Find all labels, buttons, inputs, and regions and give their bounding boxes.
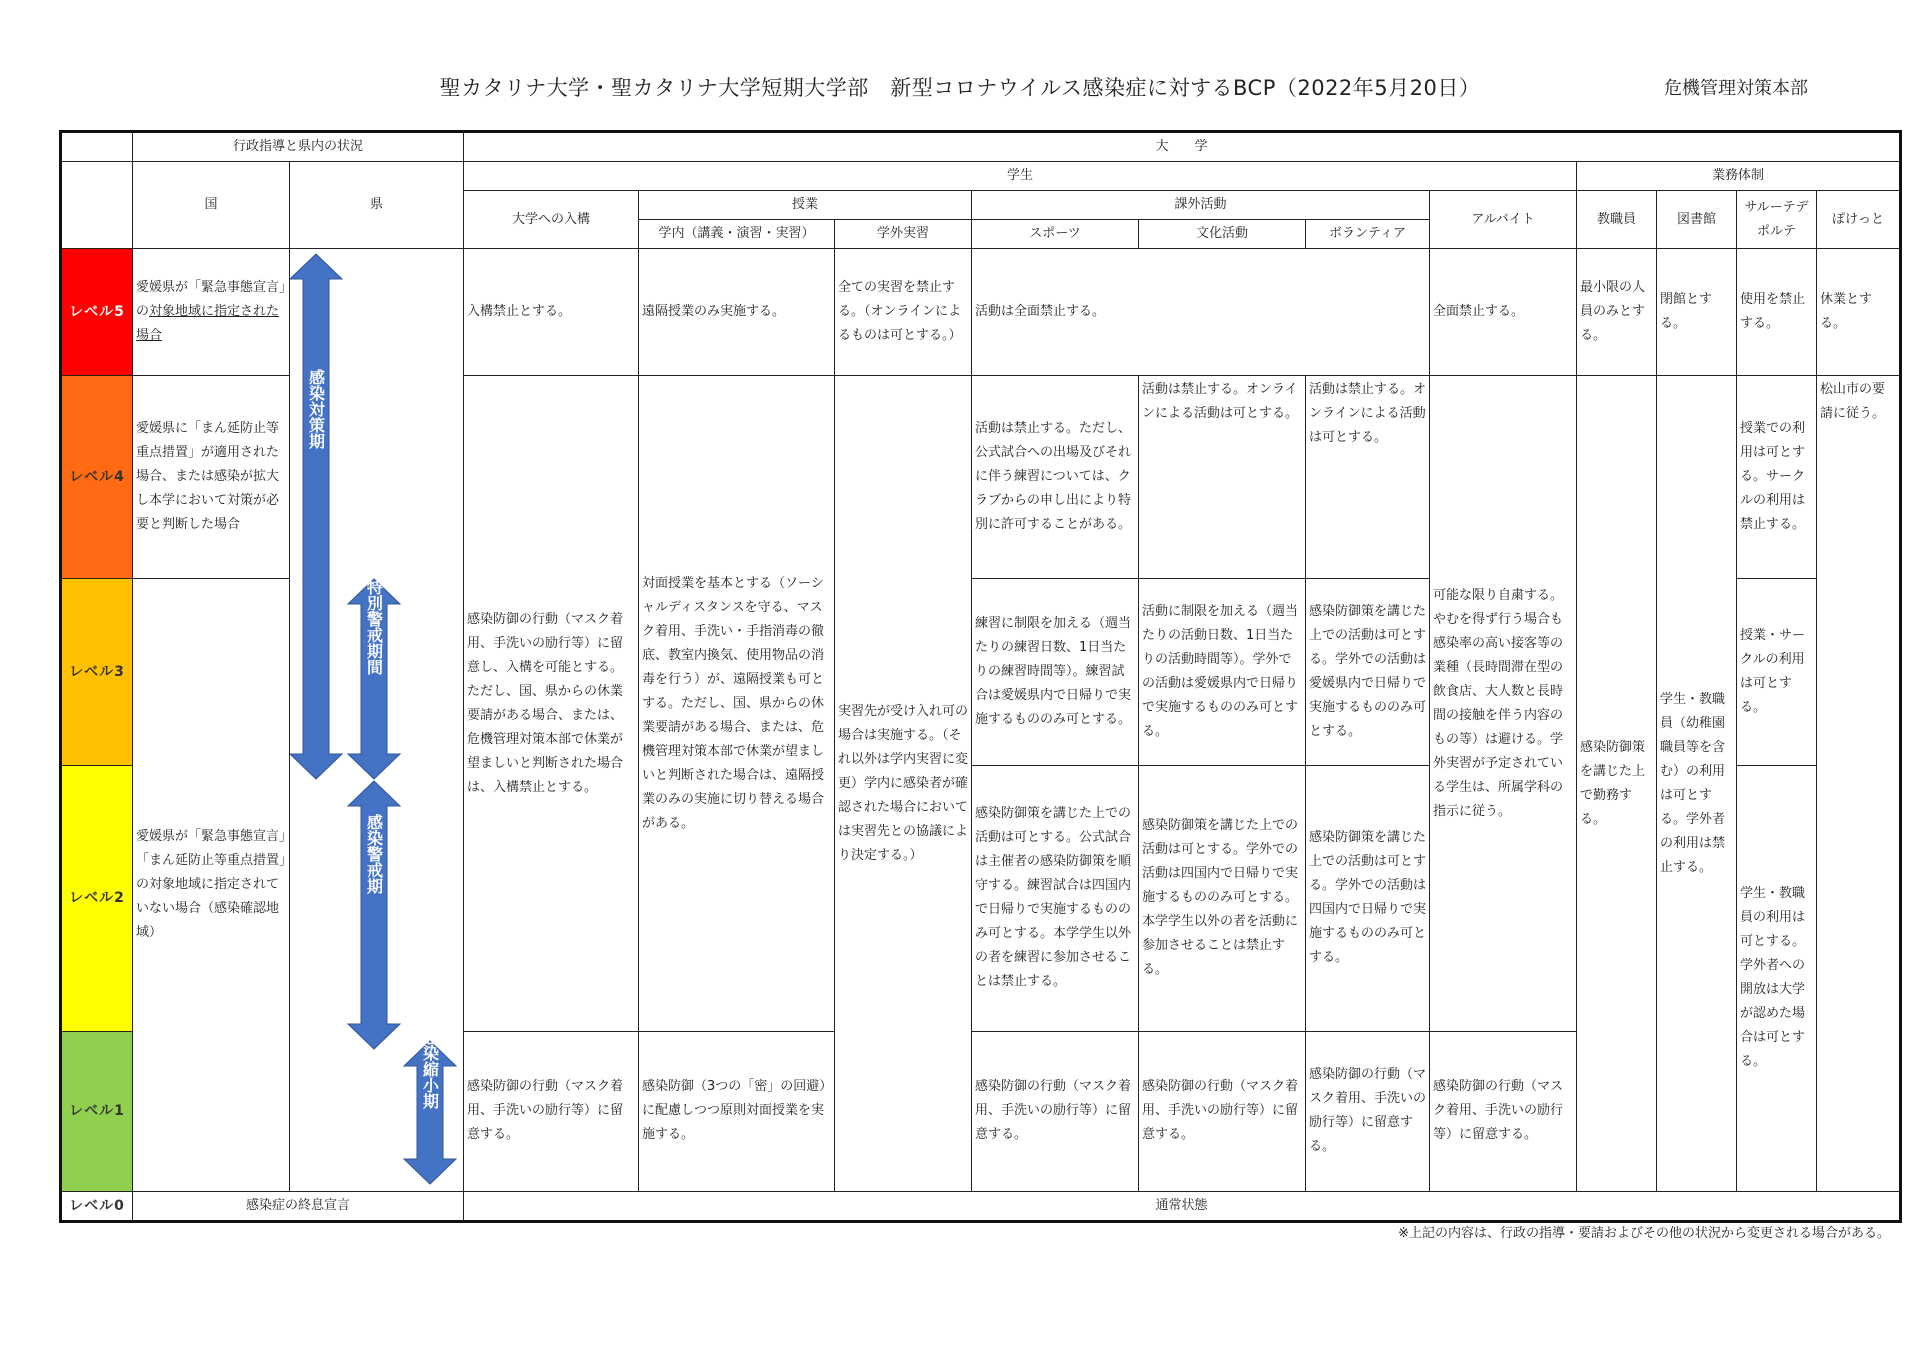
header-culture: 文化活動: [1139, 220, 1306, 249]
corner-cell: [61, 132, 133, 162]
level-4-label: レベル4: [61, 376, 133, 578]
level-5-extracurricular: 活動は全面禁止する。: [972, 249, 1430, 376]
header-university: 大 学: [464, 132, 1901, 162]
levels-4-1-external: 実習先が受け入れ可の場合は実施する。（それ以外は学内実習に変更）学内に感染者が確認された場合においては実習先との協議により決定する。）: [835, 376, 972, 1191]
levels-4-1-library: 学生・教職員（幼稚園職員等を含む）の利用は可とする。学外者の利用は禁止する。: [1657, 376, 1737, 1191]
special-alert-phase-arrow: [348, 579, 400, 779]
level-1-entry: 感染防御の行動（マスク着用、手洗いの励行等）に留意する。: [464, 1031, 639, 1191]
level-5-library: 閉館とする。: [1657, 249, 1737, 376]
header-library: 図書館: [1657, 191, 1737, 249]
header-entry: 大学への入構: [464, 191, 639, 249]
header-volunteer: ボランティア: [1306, 220, 1430, 249]
level-4-sports: 活動は禁止する。ただし、公式試合への出場及びそれに伴う練習については、クラブからの申し出により特別に許可することがある。: [972, 376, 1139, 578]
svg-text:感染対策期: 感染対策期: [306, 369, 326, 450]
page-title: 聖カタリナ大学・聖カタリナ大学短期大学部 新型コロナウイルス感染症に対するBCP（2022年5月20日）: [439, 76, 1481, 100]
level-1-parttime: 感染防御の行動（マスク着用、手洗いの励行等）に留意する。: [1430, 1031, 1577, 1191]
level-1-label: レベル1: [61, 1031, 133, 1191]
levels-4-2-parttime: 可能な限り自粛する。やむを得ず行う場合も感染率の高い接客等の業種（長時間滞在型の飲食店、大人数と長時間の接触を伴う内容のもの等）は避ける。学外実習が予定されている学生は、所属学科の指示に従う。: [1430, 376, 1577, 1031]
level-2-sports: 感染防御策を講じた上での活動は可とする。公式試合は主催者の感染防御策を順守する。練習試合は四国内で日帰りで実施するもののみ可とする。本学学生以外の者を練習に参加させることは禁止する。: [972, 766, 1139, 1031]
level-2-label: レベル2: [61, 766, 133, 1031]
header-classes-oncampus: 学内（講義・演習・実習）: [639, 220, 835, 249]
level-5-entry: 入構禁止とする。: [464, 249, 639, 376]
levels-4-3-2-oncampus: 対面授業を基本とする（ソーシャルディスタンスを守る、マスク着用、手洗い・手指消毒の徹底、教室内換気、使用物品の消毒を行う）が、遠隔授業も可とする。ただし、国、県からの休業要請がある場合、または、危機管理対策本部で休業が望ましいと判断された場合は、遠隔授業のみの実施に切り替える場合がある。: [639, 376, 835, 1031]
level-4-country-condition: 愛媛県に「まん延防止等重点措置」が適用された場合、または感染が拡大し本学において対策が必要と判断した場合: [133, 376, 290, 578]
levels-3-1-country-condition: 愛媛県が「緊急事態宣言」「まん延防止等重点措置」の対象地域に指定されていない場合（感染確認地域）: [133, 578, 290, 1191]
level-5-salle: 使用を禁止する。: [1737, 249, 1817, 376]
header-staff: 教職員: [1577, 191, 1657, 249]
level-2-culture: 感染防御策を講じた上での活動は可とする。学外での活動は四国内で日帰りで実施するもののみ可とする。本学学生以外の者を活動に参加させることは禁止する。: [1139, 766, 1306, 1031]
levels-2-1-salle: 学生・教職員の利用は可とする。学外者への開放は大学が認めた場合は可とする。: [1737, 766, 1817, 1192]
header-classes-external: 学外実習: [835, 220, 972, 249]
level-3-sports: 練習に制限を加える（週当たりの練習日数、1日当たりの練習時間等）。練習試合は愛媛県内で日帰りで実施するもののみ可とする。: [972, 578, 1139, 765]
alert-phase-arrow: [348, 781, 400, 1049]
prefecture-phase-arrows: [290, 249, 464, 1192]
level-3-volunteer: 感染防御策を講じた上での活動は可とする。学外での活動は愛媛県内で日帰りで実施するもののみ可とする。: [1306, 578, 1430, 765]
level-5-parttime: 全面禁止する。: [1430, 249, 1577, 376]
svg-text:特別警戒期間: 特別警戒期間: [364, 579, 384, 676]
header-parttime: アルバイト: [1430, 191, 1577, 249]
header-country: 国: [133, 162, 290, 249]
header-classes: 授業: [639, 191, 972, 220]
corner-cell-lower: [61, 162, 133, 249]
svg-text:感染縮小期: 感染縮小期: [420, 1029, 440, 1110]
level-1-sports: 感染防御の行動（マスク着用、手洗いの励行等）に留意する。: [972, 1031, 1139, 1191]
countermeasure-phase-arrow: [290, 254, 342, 779]
level-2-volunteer: 感染防御策を講じた上での活動は可とする。学外での活動は四国内で日帰りで実施するもののみ可とする。: [1306, 766, 1430, 1031]
level-3-label: レベル3: [61, 578, 133, 765]
levels-4-1-staff: 感染防御策を講じた上で勤務する。: [1577, 376, 1657, 1191]
bcp-table: [59, 130, 1902, 1223]
level-5-oncampus: 遠隔授業のみ実施する。: [639, 249, 835, 376]
level-4-salle: 授業での利用は可とする。サークルの利用は禁止する。: [1737, 376, 1817, 578]
footnote: ※上記の内容は、行政の指導・要請およびその他の状況から変更される場合がある。: [1398, 1226, 1890, 1241]
header-operations: 業務体制: [1577, 162, 1901, 191]
level-1-culture: 感染防御の行動（マスク着用、手洗いの励行等）に留意する。: [1139, 1031, 1306, 1191]
level-1-volunteer: 感染防御の行動（マスク着用、手洗いの励行等）に留意する。: [1306, 1031, 1430, 1191]
phase-arrows-diagram: [290, 249, 464, 1190]
level-0-university-status: 通常状態: [464, 1191, 1901, 1221]
level-5-pokkato: 休業とする。: [1817, 249, 1901, 376]
header-pokkato: ぽけっと: [1817, 191, 1901, 249]
level-0-label: レベル0: [61, 1191, 133, 1221]
header-students: 学生: [464, 162, 1577, 191]
level-1-oncampus: 感染防御（3つの「密」の回避）に配慮しつつ原則対面授業を実施する。: [639, 1031, 835, 1191]
level-5-external: 全ての実習を禁止する。（オンラインによるものは可とする。）: [835, 249, 972, 376]
header-prefecture: 県: [290, 162, 464, 249]
svg-text:感染警戒期: 感染警戒期: [364, 814, 384, 895]
level-3-culture: 活動に制限を加える（週当たりの活動日数、1日当たりの活動時間等）。学外での活動は愛媛県内で日帰りで実施するもののみ可とする。: [1139, 578, 1306, 765]
level-0-admin-status: 感染症の終息宣言: [133, 1191, 464, 1221]
header-admin: 行政指導と県内の状況: [133, 132, 464, 162]
level-5-country-condition: 愛媛県が「緊急事態宣言」の対象地域に指定された場合: [133, 249, 290, 376]
header-sports: スポーツ: [972, 220, 1139, 249]
level-4-volunteer: 活動は禁止する。オンラインによる活動は可とする。: [1306, 376, 1430, 578]
level-4-culture: 活動は禁止する。オンラインによる活動は可とする。: [1139, 376, 1306, 578]
header-extracurricular: 課外活動: [972, 191, 1430, 220]
level-5-staff: 最小限の人員のみとする。: [1577, 249, 1657, 376]
level-5-label: レベル5: [61, 249, 133, 376]
reduction-phase-arrow: [404, 1028, 456, 1184]
organization-name: 危機管理対策本部: [1664, 78, 1808, 99]
header-salle: サルーテデポルテ: [1737, 191, 1817, 249]
levels-4-3-2-entry: 感染防御の行動（マスク着用、手洗いの励行等）に留意し、入構を可能とする。ただし、国、県からの休業要請がある場合、または、危機管理対策本部で休業が望ましいと判断された場合は、入構禁止とする。: [464, 376, 639, 1031]
level-3-salle: 授業・サークルの利用は可とする。: [1737, 578, 1817, 765]
levels-4-1-pokkato: 松山市の要請に従う。: [1817, 376, 1901, 1191]
